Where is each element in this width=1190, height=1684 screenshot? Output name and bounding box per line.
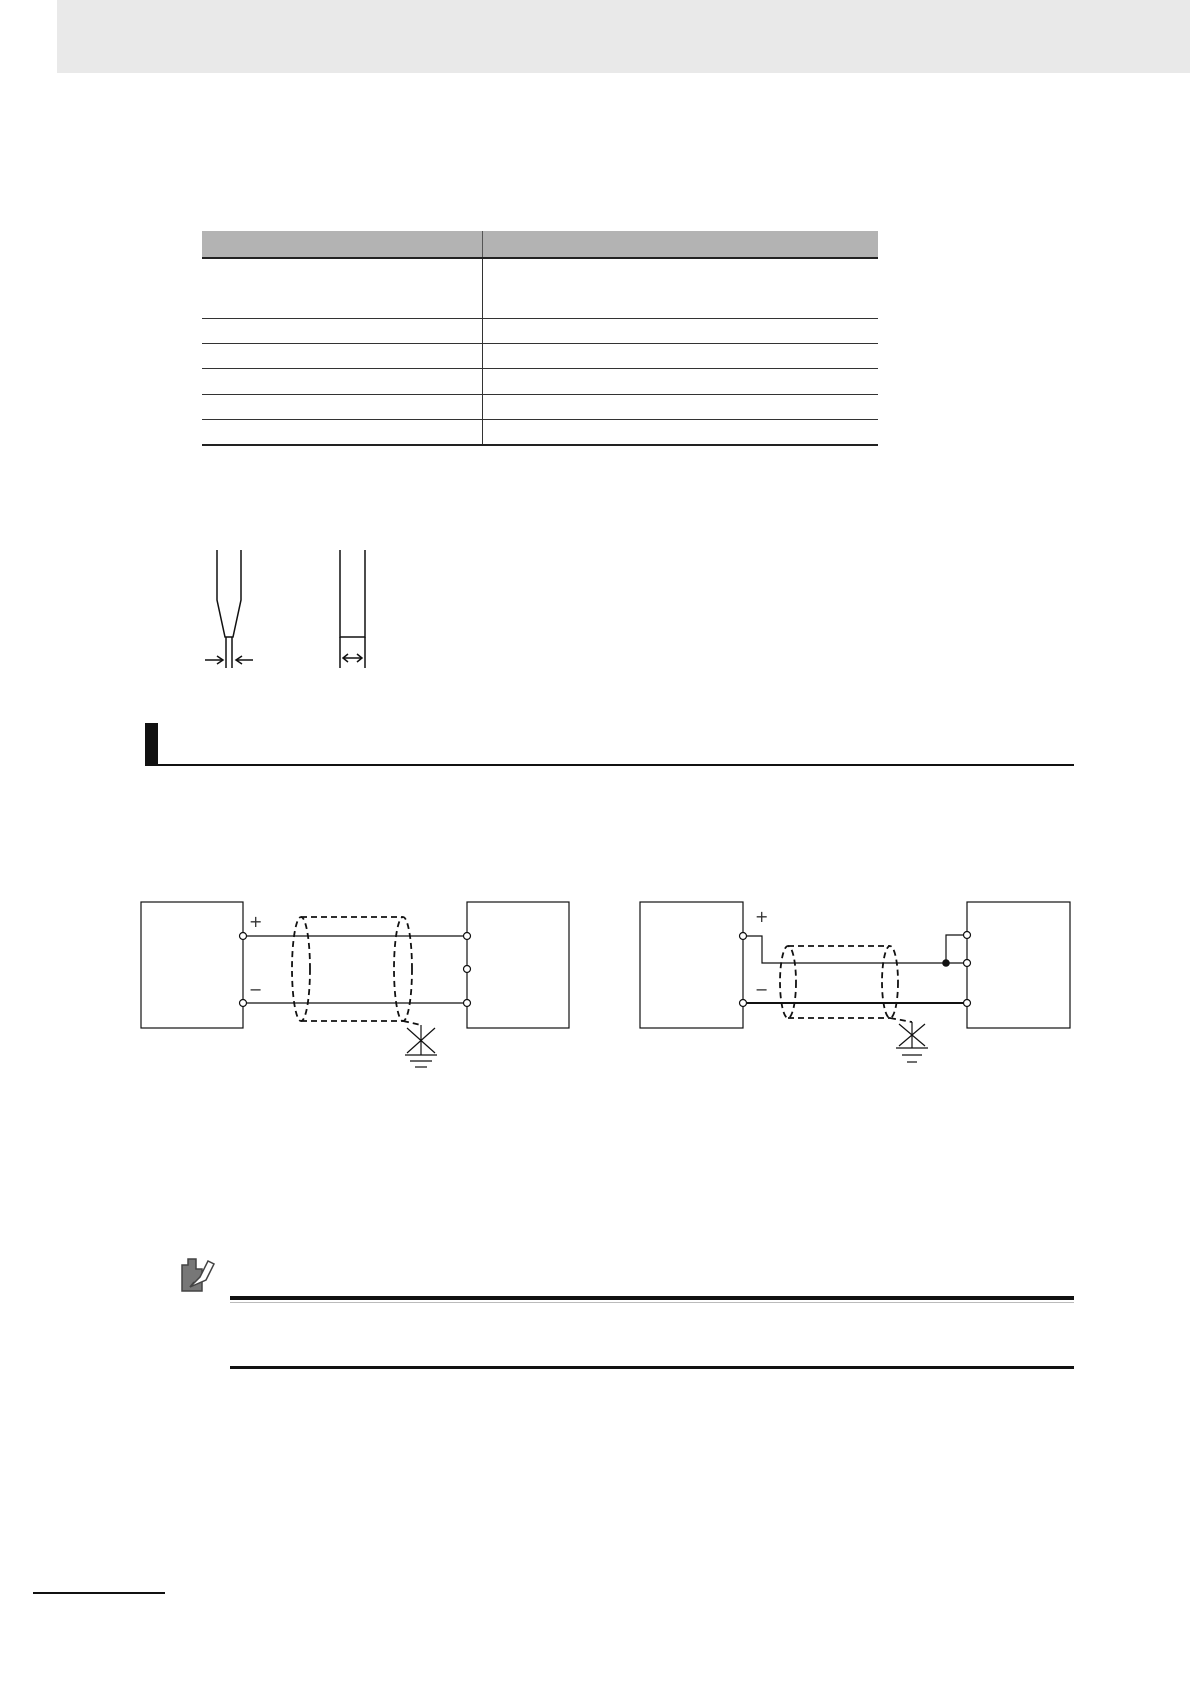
device-box-right <box>467 902 569 1028</box>
ground-symbol-icon <box>405 1025 437 1067</box>
tapered-tip-icon <box>205 550 253 668</box>
terminals <box>240 933 471 1007</box>
wiring-diagram-right <box>640 900 1080 1070</box>
table-header-row <box>202 231 878 258</box>
table-row <box>202 258 878 318</box>
terminals <box>740 932 971 1007</box>
footer-rule <box>33 1592 165 1594</box>
heading-bar <box>145 723 158 766</box>
table-cell <box>202 419 483 445</box>
note-rule-top-thin <box>230 1302 1074 1303</box>
table-cell <box>202 368 483 394</box>
table-cell <box>483 318 879 343</box>
table-header-cell <box>483 231 879 258</box>
screwdriver-tip-figure <box>195 545 395 675</box>
plus-label: + <box>249 912 263 931</box>
table-cell <box>202 343 483 368</box>
signal-wire-plus <box>747 936 964 963</box>
table-cell <box>483 343 879 368</box>
heading-rule <box>145 764 1074 766</box>
table-cell <box>202 258 483 318</box>
cable-shield <box>780 946 912 1022</box>
table-cell <box>483 368 879 394</box>
section-heading <box>145 723 1074 766</box>
table-row <box>202 343 878 368</box>
wiring-diagram-left <box>141 900 571 1070</box>
table-cell <box>483 258 879 318</box>
table-row <box>202 318 878 343</box>
table-row <box>202 419 878 445</box>
note-rule-top <box>230 1296 1074 1300</box>
precautions-icon <box>178 1255 218 1297</box>
ground-symbol-icon <box>896 1022 928 1062</box>
table-row <box>202 368 878 394</box>
table-row <box>202 394 878 419</box>
straight-tip-icon <box>340 550 365 668</box>
specification-table <box>202 231 878 446</box>
note-rule-bottom <box>230 1366 1074 1369</box>
minus-label: − <box>755 980 769 999</box>
page-header-band <box>57 0 1190 73</box>
table-cell <box>483 419 879 445</box>
device-box-left <box>640 902 743 1028</box>
junction-dot <box>942 959 950 967</box>
table-cell <box>202 318 483 343</box>
table-cell <box>202 394 483 419</box>
table-cell <box>483 394 879 419</box>
device-box-left <box>141 902 243 1028</box>
table-header-cell <box>202 231 483 258</box>
device-box-right <box>967 902 1070 1028</box>
plus-label: + <box>755 907 769 926</box>
minus-label: − <box>249 980 263 999</box>
jumper-wire <box>946 935 964 963</box>
cable-shield <box>292 917 421 1025</box>
